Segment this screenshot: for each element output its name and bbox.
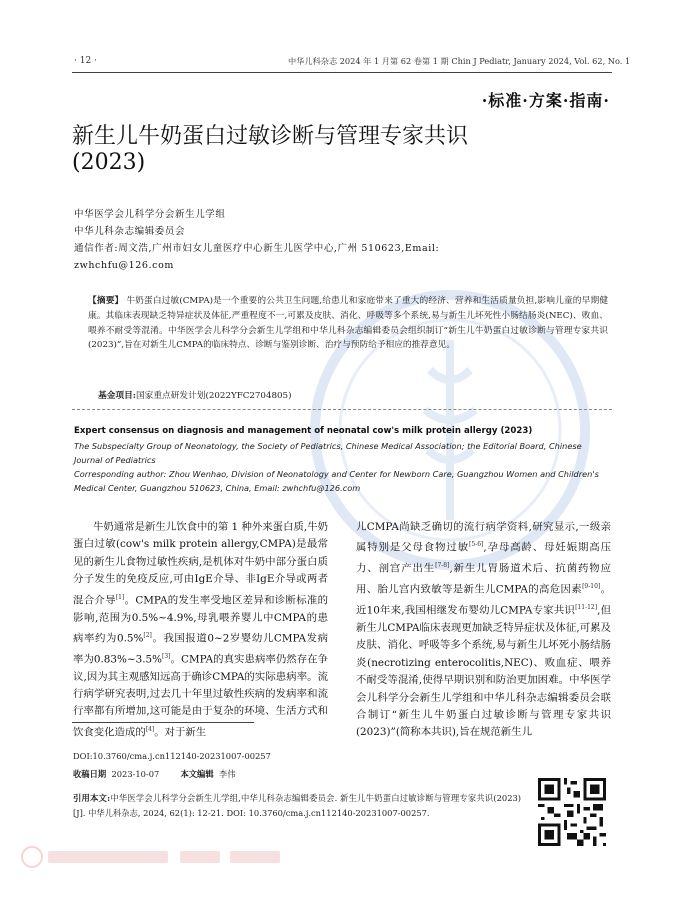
editor-name: 李伟 <box>218 769 236 779</box>
qr-code-icon[interactable] <box>538 778 606 846</box>
body-text: 牛奶通常是新生儿饮食中的第 1 种外来蛋白质,牛奶蛋白过敏(cow's milk protein allergy,CMPA)是最常见的新生儿食物过敏性疾病,是机体对牛奶中部分蛋白质分子发生的免疫反应,可由IgE介导、非IgE介导或两者混合介导 <box>73 521 328 607</box>
section-tag: ·标准·方案·指南· <box>481 91 610 110</box>
english-title: Expert consensus on diagnosis and management of neonatal cow's milk protein allergy (2023) <box>74 426 533 436</box>
abstract-label: 【摘要】 <box>88 296 124 306</box>
footnote-rule <box>72 722 254 723</box>
body-text: 。CMPA的真实患病率仍然存在争议,因为其主观感知远高于确诊CMPA的实际患病率。流行病学研究表明,过去几十年里过敏性疾病的发病率和流行率都有所增加,这可能是由于复杂的环境、生活方式和饮食变化造成的 <box>73 653 328 739</box>
author-org-2: 中华儿科杂志编辑委员会 <box>74 226 186 237</box>
abstract-text: 牛奶蛋白过敏(CMPA)是一个重要的公共卫生问题,给患儿和家庭带来了重大的经济、营养和生活质量负担,影响儿童的早期健康。其临床表现缺乏特异症状及体征,严重程度不一,可累及皮肤、消化、呼吸等多个系统,易与新生儿坏死性小肠结肠炎(NEC)、败血、喂养不耐受等混淆。中华医学会儿科学分会新生儿学组和中华儿科杂志编辑委员会组织制订“新生儿牛奶蛋白过敏诊断与管理专家共识(2023)”,旨在对新生儿CMPA的临床特点、诊断与鉴别诊断、治疗与预防给予相应的推荐意见。 <box>88 296 609 351</box>
body-text: 。我国报道0~2岁婴幼儿CMPA发病率为0.83%~3.5% <box>73 632 328 666</box>
body-text: 儿CMPA尚缺乏确切的流行病学资料,研究显示,一级亲属特别是父母食物过敏 <box>356 521 611 554</box>
reference-mark[interactable]: [5-6] <box>469 541 484 549</box>
received-label: 收稿日期 <box>73 769 107 779</box>
funding <box>98 389 291 401</box>
journal-running-head: 中华儿科杂志 2024 年 1 月第 62 卷第 1 期 Chin J Pediatr, January 2024, Vol. 62, No. 1 <box>288 56 631 66</box>
english-authors: The Subspecialty Group of Neonatology, the Society of Pediatrics, Chinese Medical Association; the Editorial Board, Chinese Journal of Pediatrics <box>74 441 582 465</box>
body-text: 。近10年来,我国相继发布婴幼儿CMPA专家共识 <box>356 583 611 617</box>
page-number: · 12 · <box>74 56 97 66</box>
publisher-logo-icon <box>20 845 285 869</box>
reference-mark[interactable]: [9-10] <box>582 583 601 591</box>
english-corresponding: Corresponding author: Zhou Wenhao, Division of Neonatology and Center for Newborn Care, Guangzhou Women and Children's Medical Center, Guangzhou 510623, China, Email: zwhchfu@126.com <box>74 469 599 493</box>
correspondence-email[interactable]: zwhchfu@126.com <box>74 260 175 271</box>
reference-mark[interactable]: [11-12] <box>575 604 598 612</box>
section-divider <box>72 409 612 410</box>
correspondence: 通信作者:周文浩,广州市妇女儿童医疗中心新生儿医学中心,广州 510623,Email: <box>74 243 440 254</box>
article-title: 新生儿牛奶蛋白过敏诊断与管理专家共识 <box>72 124 469 149</box>
cite-text: 中华医学会儿科学分会新生儿学组,中华儿科杂志编辑委员会. 新生儿牛奶蛋白过敏诊断与管理专家共识(2023)[J]. 中华儿科杂志, 2024, 62(1): 12-21. DOI: 10.3760/cma.j.cn112140-20231007-00257. <box>73 793 521 818</box>
cite-label: 引用本文: <box>73 793 111 803</box>
doi[interactable]: DOI:10.3760/cma.j.cn112140-20231007-00257 <box>73 751 271 761</box>
reference-mark[interactable]: [4] <box>145 725 155 733</box>
reference-mark[interactable]: [3] <box>162 652 171 660</box>
body-column-right <box>356 519 611 742</box>
body-text: 。CMPA的发生率受地区差异和诊断标准的影响,范围为0.5%~4.9%,母乳喂养婴儿中CMPA的患病率约为0.5% <box>73 594 328 645</box>
reference-mark[interactable]: [7-8] <box>435 562 450 570</box>
received-date: 2023-10-07 <box>111 769 160 779</box>
author-org-1: 中华医学会儿科学分会新生儿学组 <box>74 209 226 220</box>
body-text: ,新生儿胃肠道术后、抗菌药物应用、胎儿宫内致敏等是新生儿CMPA的高危因素 <box>356 562 611 596</box>
body-column-left <box>73 519 328 742</box>
abstract <box>88 294 608 353</box>
body-text: 。对于新生 <box>154 726 207 739</box>
reference-mark[interactable]: [2] <box>143 631 152 639</box>
header-rule <box>72 72 612 73</box>
body-text: ,孕母高龄、母妊娠期高压力、剖宫产出生 <box>356 541 611 575</box>
reference-mark[interactable]: [1] <box>115 593 125 601</box>
article-title-year: (2023) <box>72 150 146 175</box>
fund-text: 国家重点研发计划(2022YFC2704805) <box>135 391 292 401</box>
citation <box>73 791 521 820</box>
fund-label: 基金项目: <box>98 391 136 401</box>
received-line <box>73 768 236 780</box>
english-affiliation <box>74 439 610 495</box>
body-text: ,但新生儿CMPA临床表现更加缺乏特异症状及体征,可累及皮肤、消化、呼吸等多个系统,易与新生儿坏死小肠结肠炎(necrotizing enterocolitis,NEC)、败血症、喂养不耐受等混淆,使得早期识别和防治更加困难。中华医学会儿科学分会新生儿学组和中华儿科杂志编辑委员会联合制订“新生儿牛奶蛋白过敏诊断与管理专家共识(2023)”(简称本共识),旨在规范新生儿 <box>356 604 611 739</box>
editor-label: 本文编辑 <box>180 769 214 779</box>
